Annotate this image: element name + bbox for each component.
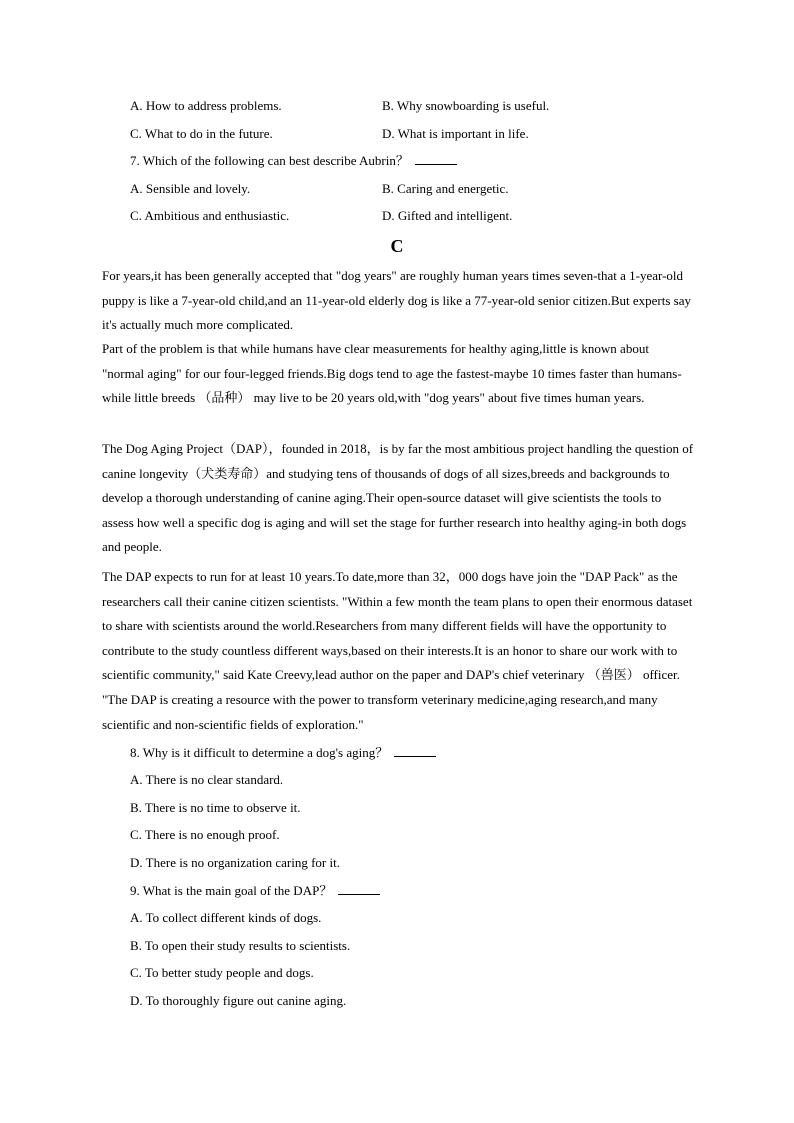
q8-question-text: 8. Why is it difficult to determine a dog's aging？ [130, 745, 389, 760]
q7-question [130, 152, 457, 170]
passage-paragraph-2: Part of the problem is that while humans have clear measurements for healthy aging,little is known about "normal aging" for our four-legged friends.Big dogs tend to age the fastest-maybe 10 times faster than humans-while little breeds （品种） may live to be 20 years old,with "dog years" about five times human years. [102, 341, 682, 406]
q8-answer-blank [394, 744, 436, 757]
q7-option-d: D. Gifted and intelligent. [382, 208, 513, 223]
passage-paragraph-4: The DAP expects to run for at least 10 years.To date,more than 32，000 dogs have join the "DAP Pack" as the researchers call their canine citizen scientists. "Within a few month the team plans to open their enormous dataset to share with scientists around the world.Researchers from many different fields will have the opportunity to contribute to the study countless different ways,based on their interests.It is an honor to share our work with to scientific community," said Kate Creevy,lead author on the paper and DAP's chief veterinary （兽医） officer. "The DAP is creating a resource with the power to transform veterinary medicine,aging research,and many scientific and non-scientific fields of exploration." [102, 569, 693, 732]
passage-paragraph-1: For years,it has been generally accepted that "dog years" are roughly human years times seven-that a 1-year-old puppy is like a 7-year-old child,and an 11-year-old elderly dog is like a 77-year-old senior citizen.But experts say it's actually much more complicated. [102, 268, 691, 333]
section-title: C [390, 236, 404, 256]
q7-option-c: C. Ambitious and enthusiastic. [130, 208, 290, 223]
q9-answer-blank [338, 882, 380, 895]
q7-question-text: 7. Which of the following can best describe Aubrin？ [130, 153, 409, 168]
q8-option-c: C. There is no enough proof. [130, 827, 280, 842]
q8-option-b: B. There is no time to observe it. [130, 800, 301, 815]
q7-option-b: B. Caring and energetic. [382, 181, 509, 196]
q6-option-d: D. What is important in life. [382, 126, 529, 141]
q8-question [130, 744, 436, 762]
q9-option-c: C. To better study people and dogs. [130, 965, 314, 980]
q7-option-a: A. Sensible and lovely. [130, 181, 251, 196]
q6-option-a: A. How to address problems. [130, 98, 282, 113]
q8-option-a: A. There is no clear standard. [130, 772, 284, 787]
q6-option-b: B. Why snowboarding is useful. [382, 98, 550, 113]
q9-option-d: D. To thoroughly figure out canine aging. [130, 993, 347, 1008]
q9-question [130, 882, 380, 900]
q9-option-b: B. To open their study results to scientists. [130, 938, 351, 953]
q8-option-d: D. There is no organization caring for it. [130, 855, 340, 870]
q9-option-a: A. To collect different kinds of dogs. [130, 910, 322, 925]
passage-paragraph-3: The Dog Aging Project（DAP），founded in 2018，is by far the most ambitious project handling the question of canine longevity（犬类寿命）and studying tens of thousands of dogs of all sizes,breeds and backgrounds to develop a thorough understanding of canine aging.Their open-source dataset will give scientists the tools to assess how well a specific dog is aging and will set the stage for further research into healthy aging-in both dogs and people. [102, 441, 694, 555]
q9-question-text: 9. What is the main goal of the DAP？ [130, 883, 333, 898]
q6-option-c: C. What to do in the future. [130, 126, 273, 141]
q7-answer-blank [415, 152, 457, 165]
